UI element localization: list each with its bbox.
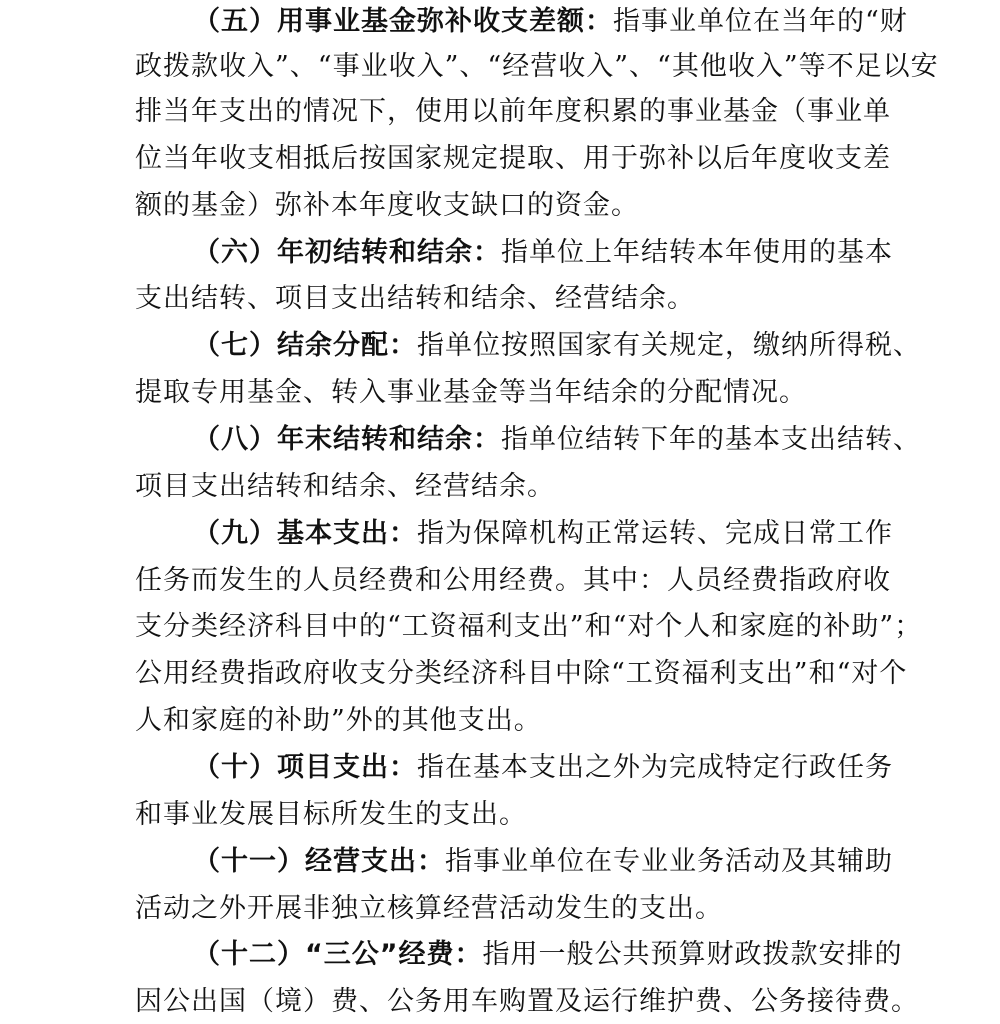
paragraph-7-line-2: 提取专用基金、转入事业基金等当年结余的分配情况。 bbox=[135, 377, 807, 408]
paragraph-12-first-line bbox=[193, 935, 903, 975]
paragraph-11-first-line bbox=[193, 842, 893, 882]
paragraph-9-first-line bbox=[193, 514, 893, 554]
paragraph-5-line-2: 政拨款收入”、“事业收入”、“经营收入”、“其他收入”等不足以安 bbox=[135, 51, 939, 82]
paragraph-9-line-5: 人和家庭的补助”外的其他支出。 bbox=[135, 705, 542, 736]
paragraph-8-term: （八）年末结转和结余： bbox=[193, 424, 501, 455]
paragraph-6-line-2: 支出结转、项目支出结转和结余、经营结余。 bbox=[135, 283, 695, 314]
paragraph-8-first-line bbox=[193, 420, 921, 460]
paragraph-11-line-1: 指事业单位在专业业务活动及其辅助 bbox=[445, 846, 893, 877]
paragraph-12-term: （十二）“三公”经费： bbox=[193, 939, 483, 970]
paragraph-12-line-1: 指用一般公共预算财政拨款安排的 bbox=[482, 939, 903, 970]
paragraph-7-first-line bbox=[193, 326, 921, 366]
paragraph-9-line-3: 支分类经济科目中的“工资福利支出”和“对个人和家庭的补助”； bbox=[135, 611, 923, 642]
paragraph-5-term: （五）用事业基金弥补收支差额： bbox=[193, 6, 613, 37]
paragraph-9-term: （九）基本支出： bbox=[193, 518, 417, 549]
paragraph-10-line-2: 和事业发展目标所发生的支出。 bbox=[135, 799, 527, 830]
paragraph-5-line-4: 位当年收支相抵后按国家规定提取、用于弥补以后年度收支差 bbox=[135, 143, 891, 174]
paragraph-5-first-line bbox=[193, 2, 908, 42]
paragraph-6-term: （六）年初结转和结余： bbox=[193, 237, 501, 268]
paragraph-10-first-line bbox=[193, 748, 893, 788]
paragraph-5-line-3: 排当年支出的情况下，使用以前年度积累的事业基金（事业单 bbox=[135, 96, 891, 127]
paragraph-8-line-2: 项目支出结转和结余、经营结余。 bbox=[135, 471, 555, 502]
paragraph-11-line-2: 活动之外开展非独立核算经营活动发生的支出。 bbox=[135, 893, 723, 924]
paragraph-5-line-1: 指事业单位在当年的“财 bbox=[613, 6, 908, 37]
paragraph-11-term: （十一）经营支出： bbox=[193, 846, 445, 877]
paragraph-5-line-5: 额的基金）弥补本年度收支缺口的资金。 bbox=[135, 190, 639, 221]
paragraph-9-line-4: 公用经费指政府收支分类经济科目中除“工资福利支出”和“对个 bbox=[135, 658, 908, 689]
paragraph-9-line-2: 任务而发生的人员经费和公用经费。其中：人员经费指政府收 bbox=[135, 565, 891, 596]
paragraph-7-term: （七）结余分配： bbox=[193, 330, 417, 361]
paragraph-10-line-1: 指在基本支出之外为完成特定行政任务 bbox=[417, 752, 893, 783]
paragraph-10-term: （十）项目支出： bbox=[193, 752, 417, 783]
paragraph-6-first-line bbox=[193, 233, 893, 273]
paragraph-12-line-2: 因公出国（境）费、公务用车购置及运行维护费、公务接待费。 bbox=[135, 986, 919, 1017]
paragraph-6-line-1: 指单位上年结转本年使用的基本 bbox=[501, 237, 893, 268]
paragraph-8-line-1: 指单位结转下年的基本支出结转、 bbox=[501, 424, 921, 455]
paragraph-9-line-1: 指为保障机构正常运转、完成日常工作 bbox=[417, 518, 893, 549]
paragraph-7-line-1: 指单位按照国家有关规定，缴纳所得税、 bbox=[417, 330, 921, 361]
